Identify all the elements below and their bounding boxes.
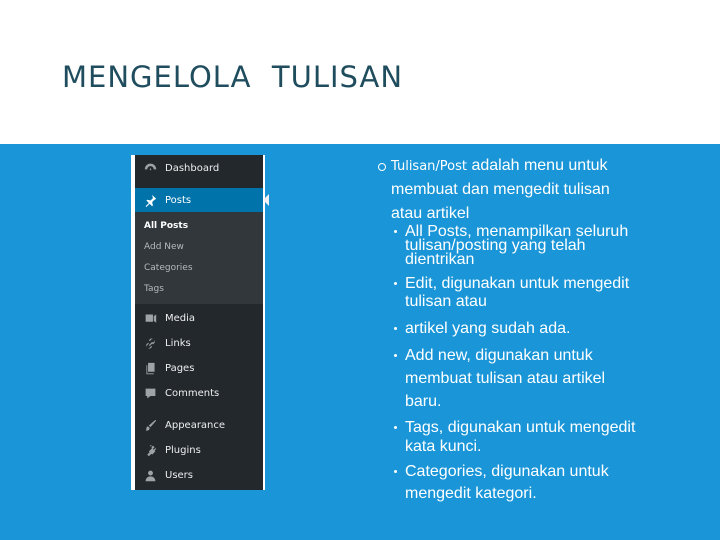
comment-icon <box>143 386 157 400</box>
media-icon <box>143 311 157 325</box>
sub-item-text: Tags, digunakan untuk mengedit <box>405 419 636 436</box>
sidebar-item-pages[interactable] <box>143 358 194 378</box>
sub-bullet <box>394 426 397 429</box>
sidebar-item-comments[interactable] <box>143 383 219 403</box>
sub-item-text: Edit, digunakan untuk mengedit <box>405 275 630 292</box>
sidebar-item-label: Links <box>165 337 191 349</box>
dashboard-icon <box>143 161 157 175</box>
sidebar-item-plugins[interactable] <box>143 440 201 460</box>
sub-item-text: Add new, digunakan untuk <box>405 347 593 364</box>
sidebar-item-label: Pages <box>165 362 195 374</box>
submenu-all-posts[interactable]: All Posts <box>144 221 189 231</box>
sidebar-item-dashboard[interactable] <box>143 158 219 178</box>
sidebar-item-label: Comments <box>165 387 220 399</box>
sub-item-text: artikel yang sudah ada. <box>405 320 571 337</box>
sidebar-item-label: Appearance <box>165 419 226 431</box>
sub-item-text: tulisan atau <box>405 293 487 310</box>
sub-bullet <box>394 230 397 233</box>
posts-submenu <box>135 212 263 304</box>
link-icon <box>143 336 157 350</box>
main-text-line-1 <box>391 156 608 176</box>
sub-item-text: dientrikan <box>405 251 475 268</box>
pin-icon <box>143 193 157 207</box>
sub-item-text: membuat tulisan atau artikel <box>405 370 606 387</box>
sub-item-text: baru. <box>405 393 442 410</box>
pages-icon <box>143 361 157 375</box>
sidebar-item-appearance[interactable] <box>143 415 225 435</box>
users-icon <box>143 468 157 482</box>
sub-bullet <box>394 354 397 357</box>
sidebar-item-media[interactable] <box>143 308 195 328</box>
sidebar-item-label: Users <box>165 469 194 481</box>
main-text-line-3: atau artikel <box>391 205 470 222</box>
sidebar-item-label: Posts <box>165 194 192 206</box>
submenu-categories[interactable]: Categories <box>144 263 193 273</box>
sidebar-item-links[interactable] <box>143 333 191 353</box>
sub-item-text: kata kunci. <box>405 438 482 455</box>
main-text-line-2: membuat dan mengedit tulisan <box>391 181 610 198</box>
sub-item-text: tulisan/posting yang telah <box>405 237 586 254</box>
main-bullet <box>378 163 386 171</box>
sidebar-item-posts[interactable] <box>135 188 263 212</box>
current-menu-arrow <box>263 194 269 206</box>
sub-bullet <box>394 470 397 473</box>
sub-item-text: Categories, digunakan untuk <box>405 463 609 480</box>
sidebar-item-label: Media <box>165 312 196 324</box>
sidebar-item-users[interactable] <box>143 465 193 485</box>
wp-admin-sidebar <box>131 155 265 490</box>
sub-bullet <box>394 327 397 330</box>
title-area <box>0 0 720 144</box>
sub-item-text: All Posts, menampilkan seluruh <box>405 223 629 240</box>
main-term: Tulisan/Post <box>391 159 467 174</box>
sidebar-item-label: Dashboard <box>165 162 220 174</box>
sub-bullet <box>394 282 397 285</box>
submenu-add-new[interactable]: Add New <box>144 242 184 252</box>
plugin-icon <box>143 443 157 457</box>
main-text-rest: adalah menu untuk <box>467 157 608 174</box>
sidebar-item-label: Plugins <box>165 444 201 456</box>
paintbrush-icon <box>143 418 157 432</box>
sub-item-text: mengedit kategori. <box>405 485 537 502</box>
content-band <box>0 144 720 540</box>
page-title: MENGELOLA TULISAN <box>62 60 404 94</box>
submenu-tags[interactable]: Tags <box>144 284 164 294</box>
